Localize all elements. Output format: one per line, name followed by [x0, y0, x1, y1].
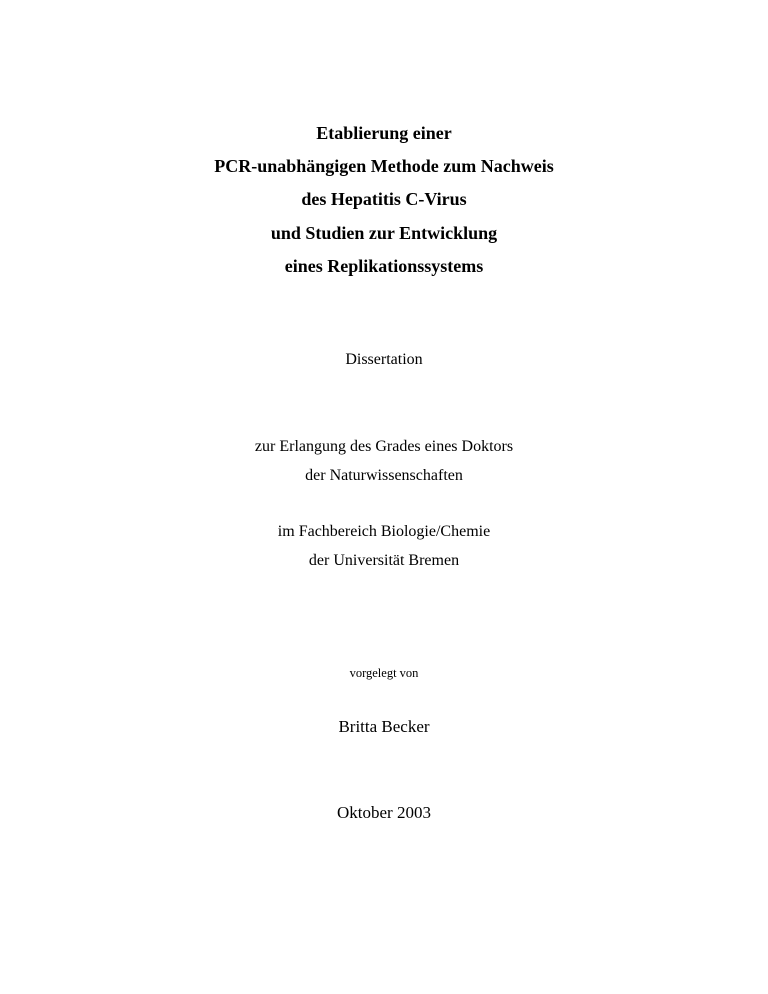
title-line-3: des Hepatitis C-Virus: [301, 189, 467, 209]
degree-line-1: zur Erlangung des Grades eines Doktors: [254, 438, 514, 455]
author-name: Britta Becker: [338, 717, 430, 736]
submission-date: Oktober 2003: [337, 803, 431, 822]
degree-line-2: der Naturwissenschaften: [305, 467, 463, 484]
institution-line-1: im Fachbereich Biologie/Chemie: [277, 523, 491, 540]
institution-line-2: der Universität Bremen: [308, 552, 460, 569]
submitted-by-label: vorgelegt von: [349, 666, 419, 680]
title-line-2: PCR-unabhängigen Methode zum Nachweis: [214, 156, 554, 176]
document-type: Dissertation: [345, 351, 423, 368]
title-line-1: Etablierung einer: [316, 123, 452, 143]
title-line-5: eines Replikationssystems: [284, 256, 484, 276]
title-line-4: und Studien zur Entwicklung: [270, 223, 498, 243]
